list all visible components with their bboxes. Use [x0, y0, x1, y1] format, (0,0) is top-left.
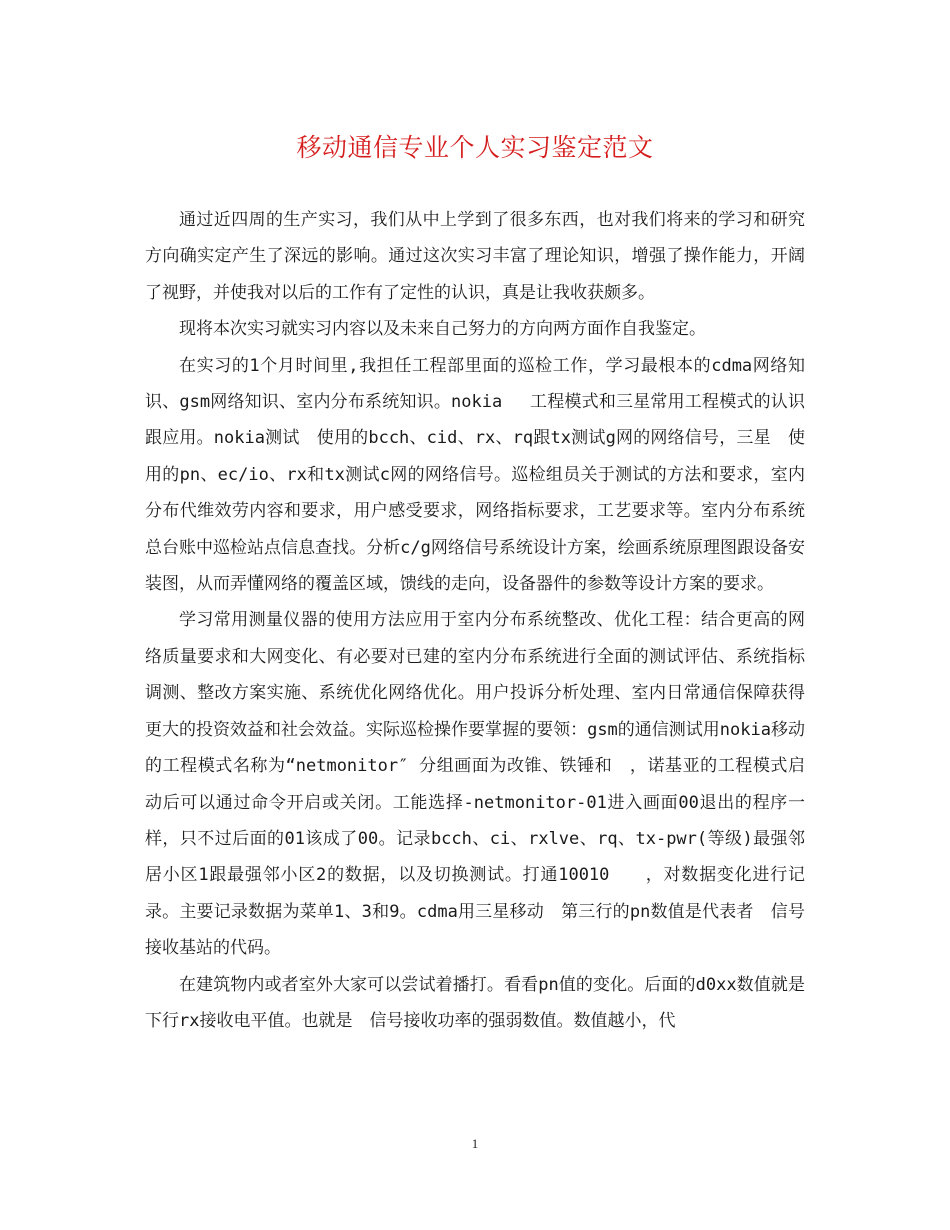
- paragraph: 通过近四周的生产实习，我们从中上学到了很多东西，也对我们将来的学习和研究方向确实定产生了深远的影响。通过这次实习丰富了理论知识，增强了操作能力，开阔了视野，并使我对以后的工作有了定性的认识，真是让我收获颇多。: [145, 210, 805, 303]
- document-body: [145, 202, 822, 1039]
- paragraph: 在实习的1个月时间里,我担任工程部里面的巡检工作，学习最根本的cdma网络知识、gsm网络知识、室内分布系统知识。nokia 工程模式和三星常用工程模式的认识跟应用。nokia测试 使用的bcch、cid、rx、rq跟tx测试g网的网络信号，三星 使用的pn、ec/io、rx和tx测试c网的网络信号。巡检组员关于测试的方法和要求，室内分布代维效劳内容和要求，用户感受要求，网络指标要求，工艺要求等。室内分布系统总台账中巡检站点信息查找。分析c/g网络信号系统设计方案，绘画系统原理图跟设备安装图，从而弄懂网络的覆盖区域，馈线的走向，设备器件的参数等设计方案的要求。: [145, 355, 805, 595]
- page-number: 1: [471, 1136, 479, 1151]
- document-title: 移动通信专业个人实习鉴定范文: [296, 133, 654, 162]
- paragraph: 现将本次实习就实习内容以及未来自己努力的方向两方面作自我鉴定。: [179, 319, 706, 340]
- paragraph: 学习常用测量仪器的使用方法应用于室内分布系统整改、优化工程：结合更高的网络质量要求和大网变化、有必要对已建的室内分布系统进行全面的测试评估、系统指标调测、整改方案实施、系统优化网络优化。用户投诉分析处理、室内日常通信保障获得更大的投资效益和社会效益。实际巡检操作要掌握的要领：gsm的通信测试用nokia移动 的工程模式名称为“netmonitor″ 分组画面为改锥、铁锤和 ，诺基亚的工程模式启动后可以通过命令开启或关闭。工能选择-netmonitor-01进入画面00退出的程序一样，只不过后面的01该成了00。记录bcch、ci、rxlve、rq、tx-pwr(等级)最强邻居小区1跟最强邻小区2的数据，以及切换测试。打通10010 ，对数据变化进行记录。主要记录数据为菜单1、3和9。cdma用三星移动 第三行的pn数值是代表者 信号接收基站的代码。: [145, 610, 822, 959]
- paragraph: 在建筑物内或者室外大家可以尝试着播打。看看pn值的变化。后面的d0xx数值就是下行rx接收电平值。也就是 信号接收功率的强弱数值。数值越小，代: [145, 974, 805, 1031]
